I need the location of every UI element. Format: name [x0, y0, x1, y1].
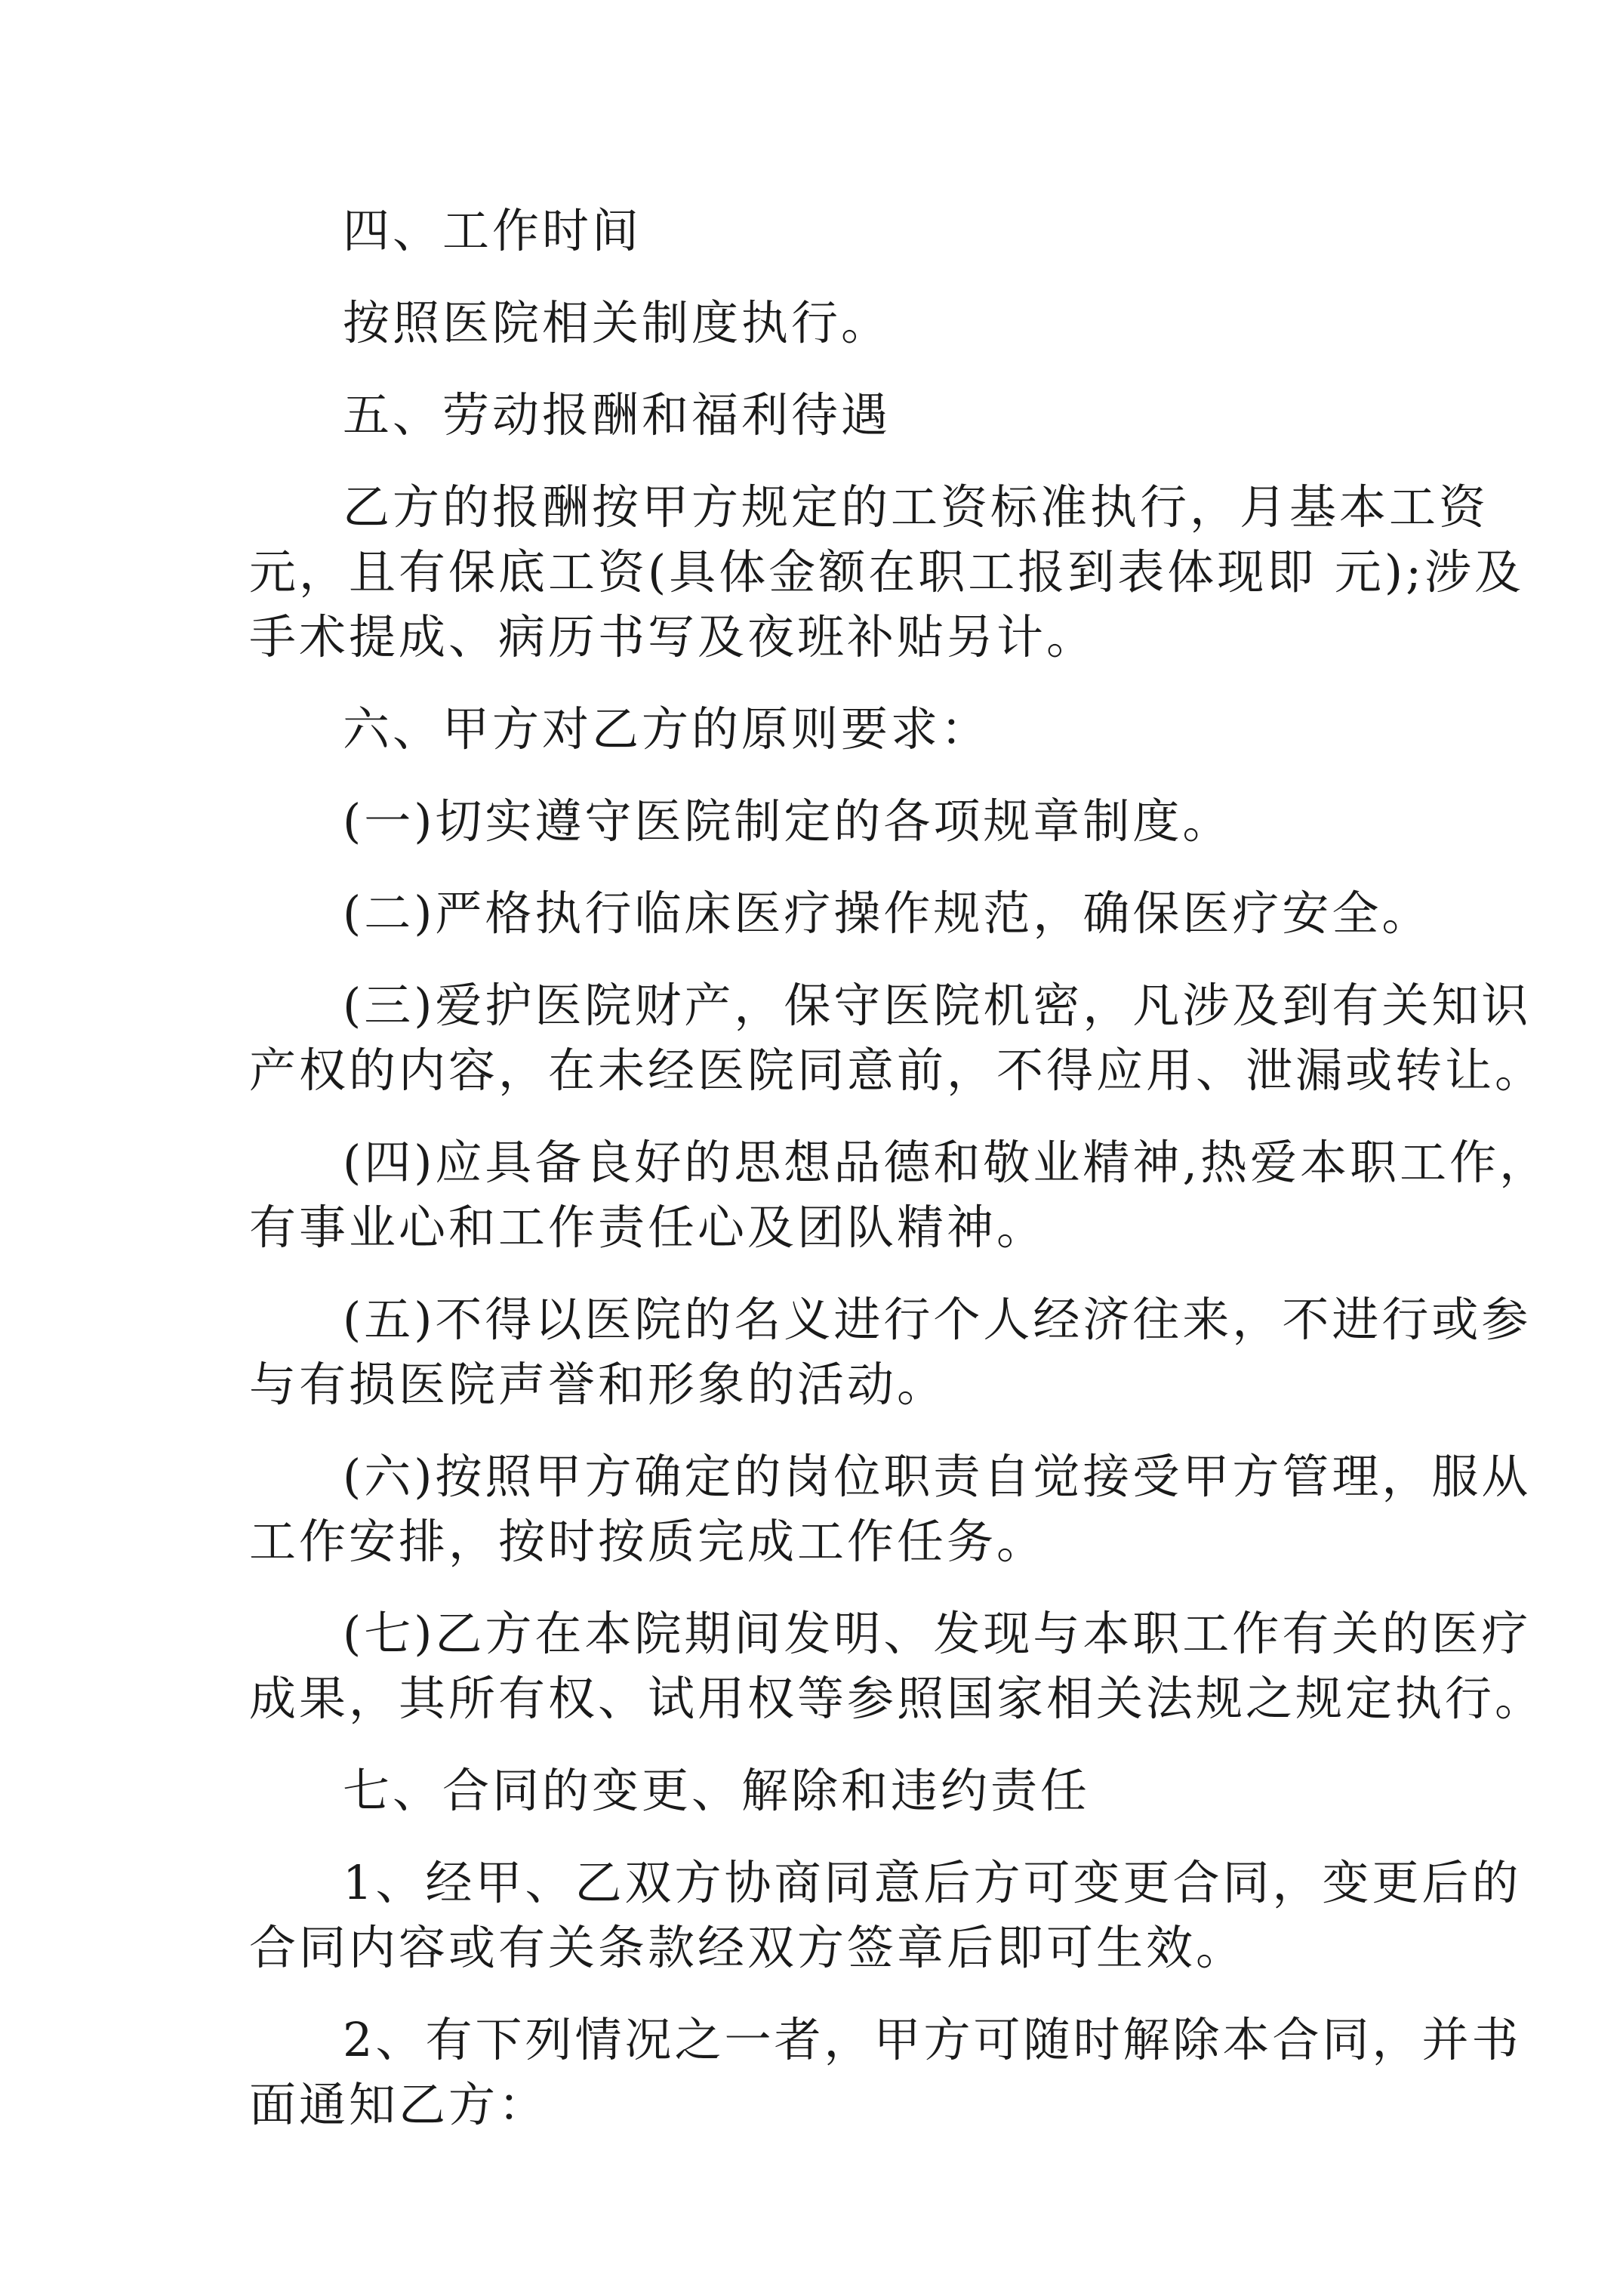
text-line: 产权的内容，在未经医院同意前，不得应用、泄漏或转让。	[249, 1043, 1545, 1098]
text-line: 七、合同的变更、解除和违约责任	[343, 1763, 1091, 1818]
section-heading	[249, 1758, 1374, 1823]
paragraph	[249, 291, 1374, 356]
paragraph	[249, 1851, 1522, 1980]
text-line: (一)切实遵守医院制定的各项规章制度。	[343, 794, 1233, 849]
text-line: 四、工作时间	[343, 203, 642, 258]
paragraph	[249, 1130, 1550, 1260]
text-line: 六、甲方对乙方的原则要求：	[343, 701, 991, 757]
paragraph	[249, 881, 1432, 946]
text-line: 按照医院相关制度执行。	[343, 295, 892, 350]
text-line: 元，且有保底工资(具体金额在职工报到表体现即 元);涉及	[249, 544, 1524, 599]
text-line: 2、有下列情况之一者，甲方可随时解除本合同，并书	[343, 2012, 1522, 2067]
text-line: 合同内容或有关条款经双方签章后即可生效。	[249, 1920, 1246, 1975]
paragraph	[249, 1601, 1545, 1731]
text-line: 成果，其所有权、试用权等参照国家相关法规之规定执行。	[249, 1671, 1545, 1726]
paragraph	[249, 1287, 1532, 1417]
paragraph	[249, 789, 1374, 854]
text-line: (五)不得以医院的名义进行个人经济往来，不进行或参	[343, 1292, 1532, 1347]
text-line: 乙方的报酬按甲方规定的工资标准执行，月基本工资	[343, 479, 1489, 535]
section-heading	[249, 199, 1374, 264]
text-line: (六)按照甲方确定的岗位职责自觉接受甲方管理，服从	[343, 1449, 1532, 1504]
text-line: 手术提成、病历书写及夜班补贴另计。	[249, 609, 1097, 664]
text-line: (七)乙方在本院期间发明、发现与本职工作有关的医疗	[343, 1606, 1532, 1661]
text-line: 与有损医院声誉和形象的活动。	[249, 1357, 947, 1412]
document-body	[249, 199, 1550, 2165]
section-heading	[249, 383, 1374, 448]
text-line: (四)应具备良好的思想品德和敬业精神,热爱本职工作，	[343, 1135, 1550, 1190]
paragraph	[249, 973, 1545, 1103]
text-line: 工作安排，按时按质完成工作任务。	[249, 1514, 1047, 1569]
text-line: 1、经甲、乙双方协商同意后方可变更合同，变更后的	[343, 1855, 1522, 1910]
paragraph	[249, 2008, 1522, 2137]
paragraph	[249, 475, 1524, 670]
section-heading	[249, 697, 1374, 762]
text-line: (二)严格执行临床医疗操作规范，确保医疗安全。	[343, 886, 1432, 941]
text-line: 五、劳动报酬和福利待遇	[343, 387, 892, 442]
text-line: (三)爱护医院财产，保守医院机密，凡涉及到有关知识	[343, 978, 1532, 1033]
paragraph	[249, 1444, 1532, 1574]
text-line: 面通知乙方：	[249, 2077, 549, 2132]
text-line: 有事业心和工作责任心及团队精神。	[249, 1200, 1047, 1255]
